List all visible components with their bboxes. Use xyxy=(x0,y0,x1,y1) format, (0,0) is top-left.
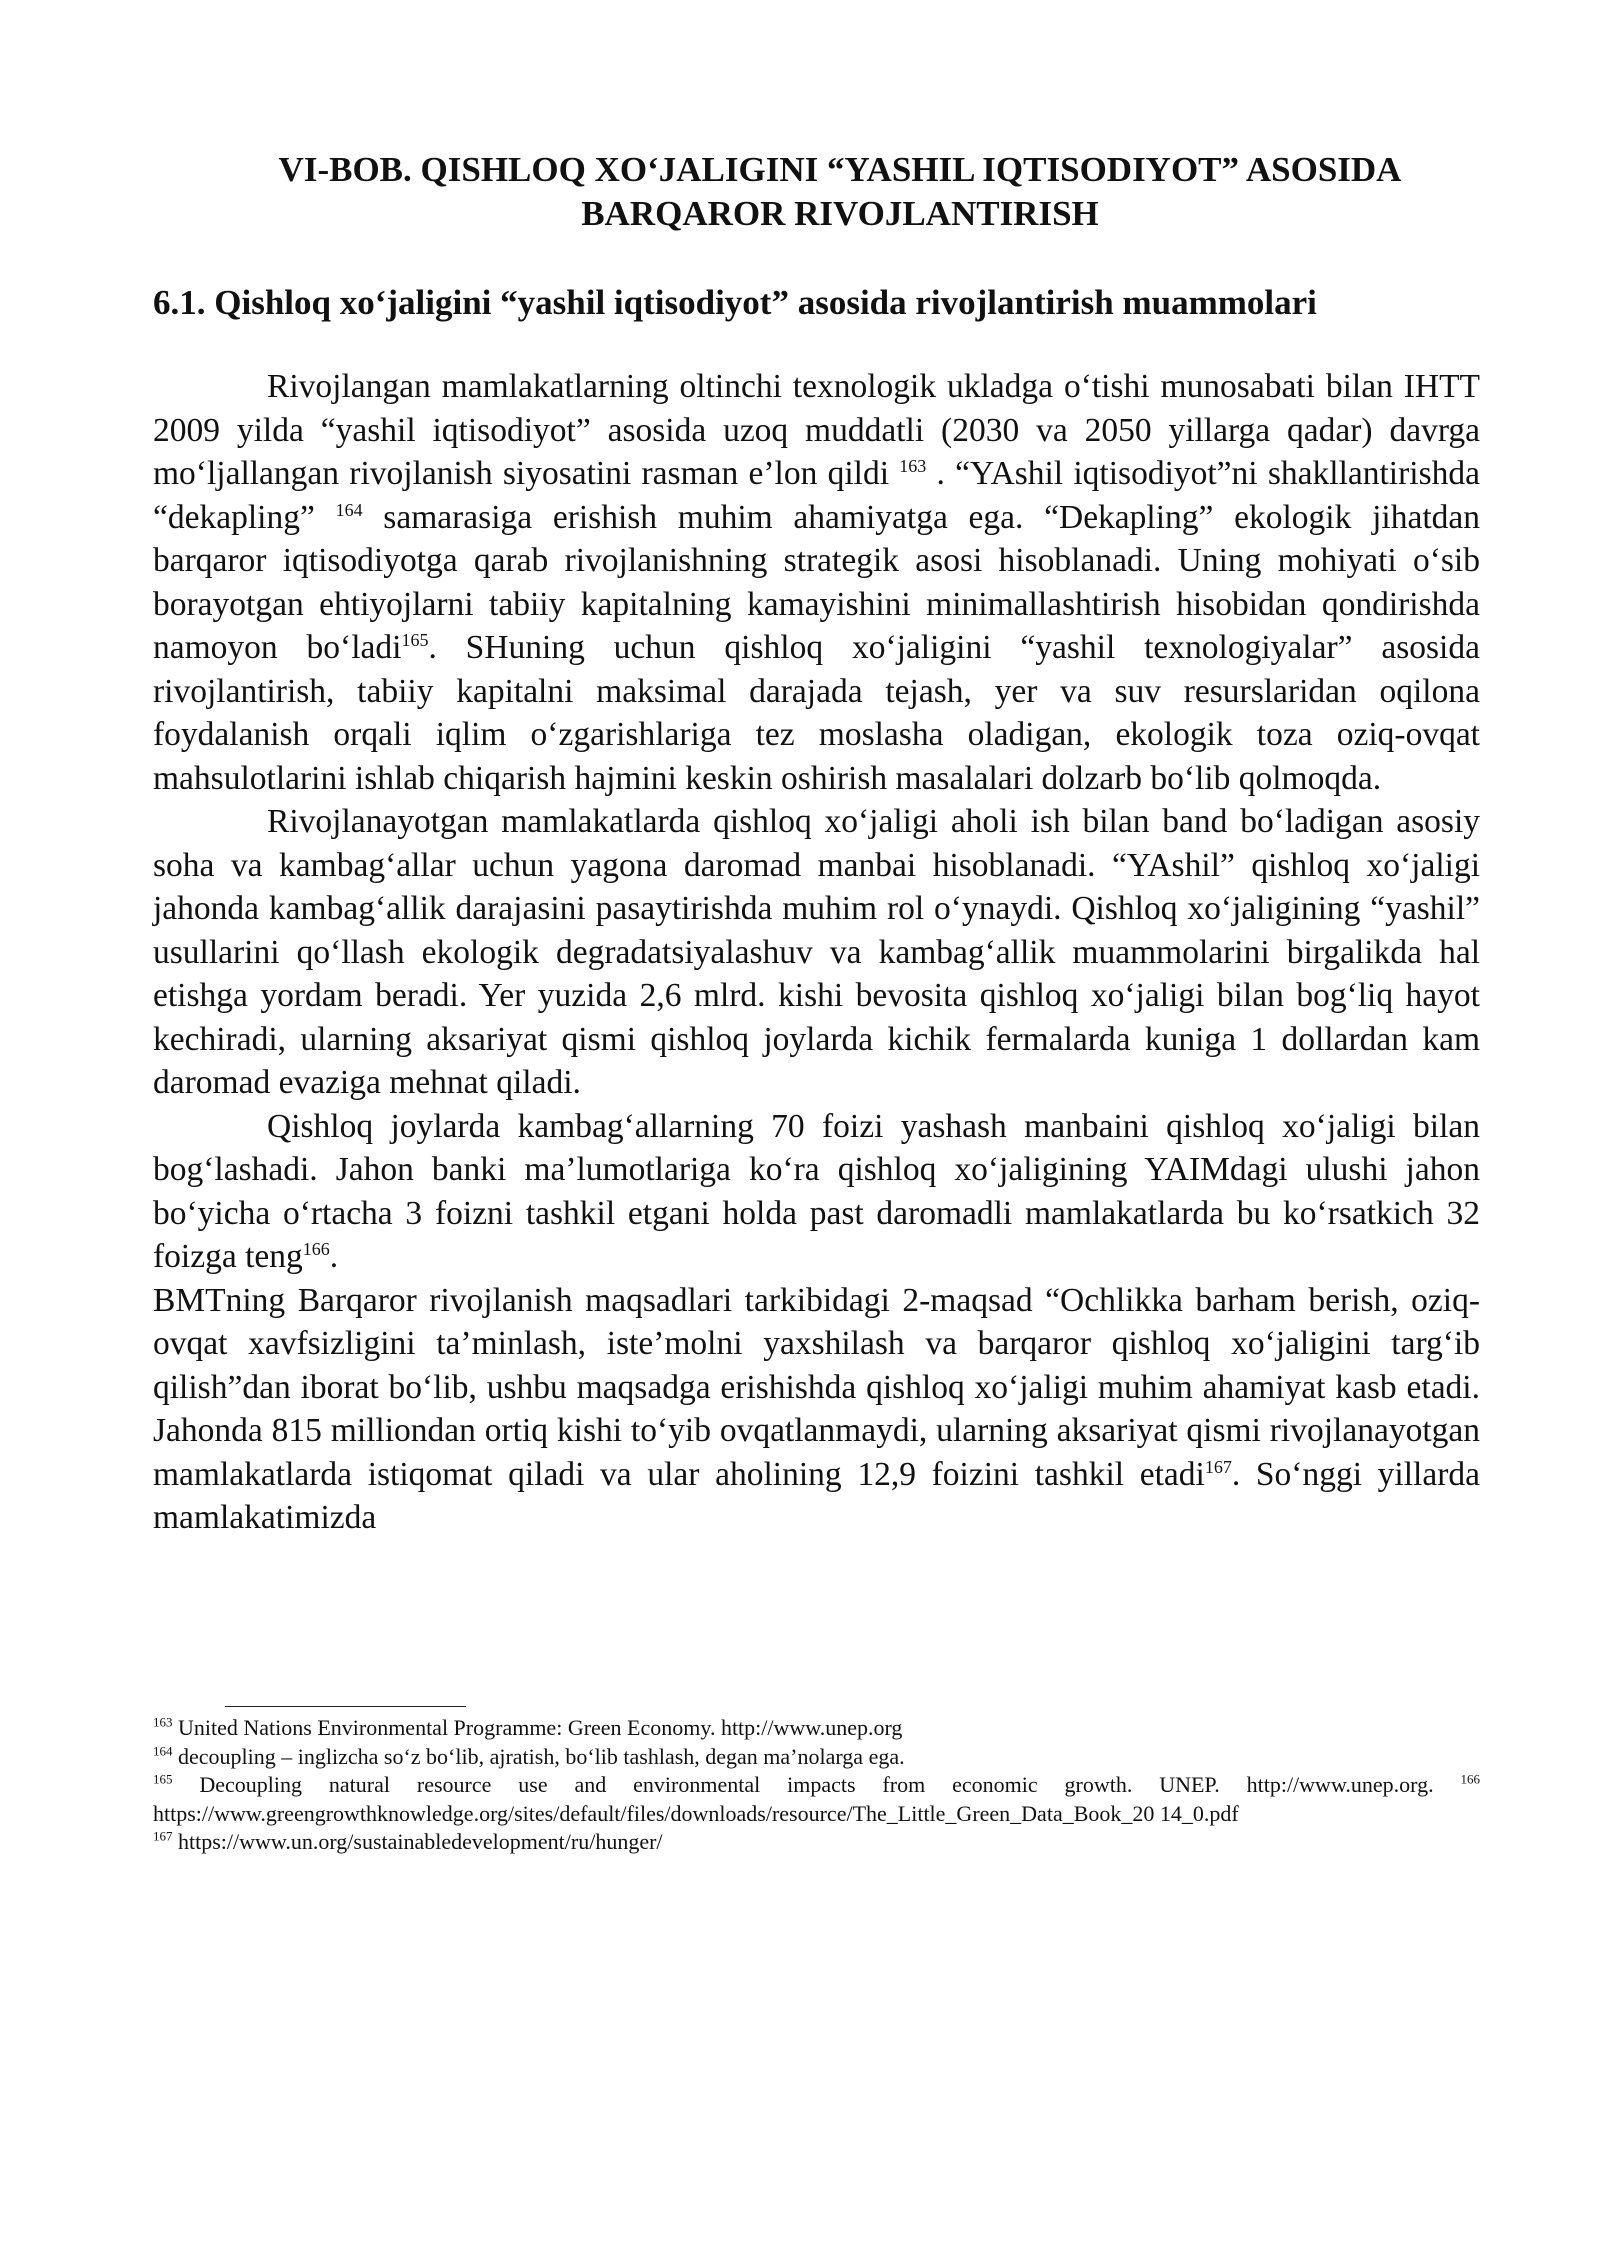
footnote-text: decoupling – inglizcha so‘z bo‘lib, ajratish, bo‘lib tashlash, degan ma’nolarga ega. xyxy=(172,1743,905,1769)
paragraph-3-text-b: . xyxy=(329,1238,339,1275)
footnote-ref-164: 164 xyxy=(335,499,363,520)
footnote-ref-166: 166 xyxy=(302,1238,330,1259)
footnote-text: Decoupling natural resource use and environmental impacts from economic growth. UNEP. http://www.unep.org. xyxy=(172,1772,1461,1797)
paragraph-1-text-c: samarasiga erishish muhim ahamiyatga ega. “Dekapling” ekologik jihatdan barqaror iqtisodiyotga qarab rivojlanishning strategik asosi hisoblanadi. Uning mohiyati o‘sib borayotgan ehtiyojlarni tabiiy kapitalning kamayishini minimallashtirish hisobidan qondirishda namoyon bo‘ladi xyxy=(153,498,1480,666)
footnote-number-166: 166 xyxy=(1460,1771,1480,1787)
paragraph-1 xyxy=(153,365,1480,800)
footnote-text: https://www.greengrowthknowledge.org/sites/default/files/downloads/resource/The_Little_Green_Data_Book_20 14_0.pdf xyxy=(153,1800,1239,1826)
footnote-separator xyxy=(225,1706,466,1707)
chapter-title xyxy=(150,148,1460,236)
footnote-164 xyxy=(153,1743,1480,1772)
paragraph-3 xyxy=(153,1105,1480,1279)
footnote-ref-165: 165 xyxy=(401,629,429,650)
footnote-ref-167: 167 xyxy=(1204,1456,1232,1477)
footnote-text: https://www.un.org/sustainabledevelopment/ru/hunger/ xyxy=(172,1829,663,1854)
footnotes xyxy=(153,1714,1480,1857)
paragraph-1-text-b: . “YAshil iqtisodiyot”ni shakllantirishda “dekapling” xyxy=(153,455,1480,536)
footnote-number: 167 xyxy=(153,1828,173,1844)
paragraph-1-text-d: . SHuning uchun qishloq xo‘jaligini “yashil texnologiyalar” asosida rivojlantirish, tabiiy kapitalni maksimal darajada tejash, yer va suv resurslaridan oqilona foydalanish orqali iqlim o‘zgarishlariga tez moslasha oladigan, ekologik toza oziq-ovqat mahsulotlarini ishlab chiqarish hajmini keskin oshirish masalalari dolzarb bo‘lib qolmoqda. xyxy=(153,629,1480,797)
footnote-167 xyxy=(153,1828,1480,1857)
footnote-ref-163: 163 xyxy=(899,455,927,476)
paragraph-4 xyxy=(153,1279,1480,1540)
paragraph-3-text-a: Qishloq joylarda kambag‘allarning 70 foizi yashash manbaini qishloq xo‘jaligi bilan bog‘lashadi. Jahon banki ma’lumotlariga ko‘ra qishloq xo‘jaligining YAIMdagi ulushi jahon bo‘yicha o‘rtacha 3 foizni tashkil etgani holda past daromadli mamlakatlarda bu ko‘rsatkich 32 foizga teng xyxy=(153,1107,1480,1275)
paragraph-1-text-a: Rivojlangan mamlakatlarning oltinchi texnologik ukladga o‘tishi munosabati bilan IHTT 2009 yilda “yashil iqtisodiyot” asosida uzoq muddatli (2030 va 2050 yillarga qadar) davrga mo‘ljallangan rivojlanish siyosatini rasman e’lon qildi xyxy=(153,368,1480,492)
body-text xyxy=(153,365,1480,1540)
footnote-163 xyxy=(153,1714,1480,1743)
paragraph-4-text-b: . So‘nggi yillarda mamlakatimizda xyxy=(153,1455,1480,1536)
section-title: 6.1. Qishloq xo‘jaligini “yashil iqtisodiyot” asosida rivojlantirish muammolari xyxy=(153,283,1317,322)
footnote-text: United Nations Environmental Programme: Green Economy. http://www.unep.org xyxy=(172,1715,903,1740)
footnote-number: 164 xyxy=(153,1743,173,1759)
paragraph-2: Rivojlanayotgan mamlakatlarda qishloq xo‘jaligi aholi ish bilan band bo‘ladigan asosiy soha va kambag‘allar uchun yagona daromad manbai hisoblanadi. “YAshil” qishloq xo‘jaligi jahonda kambag‘allik darajasini pasaytirishda muhim rol o‘ynaydi. Qishloq xo‘jaligining “yashil” usullarini qo‘llash ekologik degradatsiyalashuv va kambag‘allik muammolarini birgalikda hal etishga yordam beradi. Yer yuzida 2,6 mlrd. kishi bevosita qishloq xo‘jaligi bilan bog‘liq hayot kechiradi, ularning aksariyat qismi qishloq joylarda kichik fermalarda kuniga 1 dollardan kam daromad evaziga mehnat qiladi. xyxy=(153,803,1480,1101)
chapter-title-line-2: BARQAROR RIVOJLANTIRISH xyxy=(581,194,1099,233)
footnote-number: 165 xyxy=(153,1771,173,1787)
footnote-165 xyxy=(153,1771,1480,1800)
paragraph-4-text-a: BMTning Barqaror rivojlanish maqsadlari tarkibidagi 2-maqsad “Ochlikka barham berish, oziq-ovqat xavfsizligini ta’minlash, iste’molni yaxshilash va barqaror qishloq xo‘jaligini targ‘ib qilish”dan iborat bo‘lib, ushbu maqsadga erishishda qishloq xo‘jaligi muhim ahamiyat kasb etadi. Jahonda 815 milliondan ortiq kishi to‘yib ovqatlanmaydi, ularning aksariyat qismi rivojlanayotgan mamlakatlarda istiqomat qiladi va ular aholining 12,9 foizini tashkil etadi xyxy=(153,1281,1480,1493)
chapter-title-line-1: VI-BOB. QISHLOQ XO‘JALIGINI “YASHIL IQTISODIYOT” ASOSIDA xyxy=(278,150,1402,189)
footnote-166 xyxy=(153,1800,1480,1829)
footnote-number: 163 xyxy=(153,1714,173,1730)
